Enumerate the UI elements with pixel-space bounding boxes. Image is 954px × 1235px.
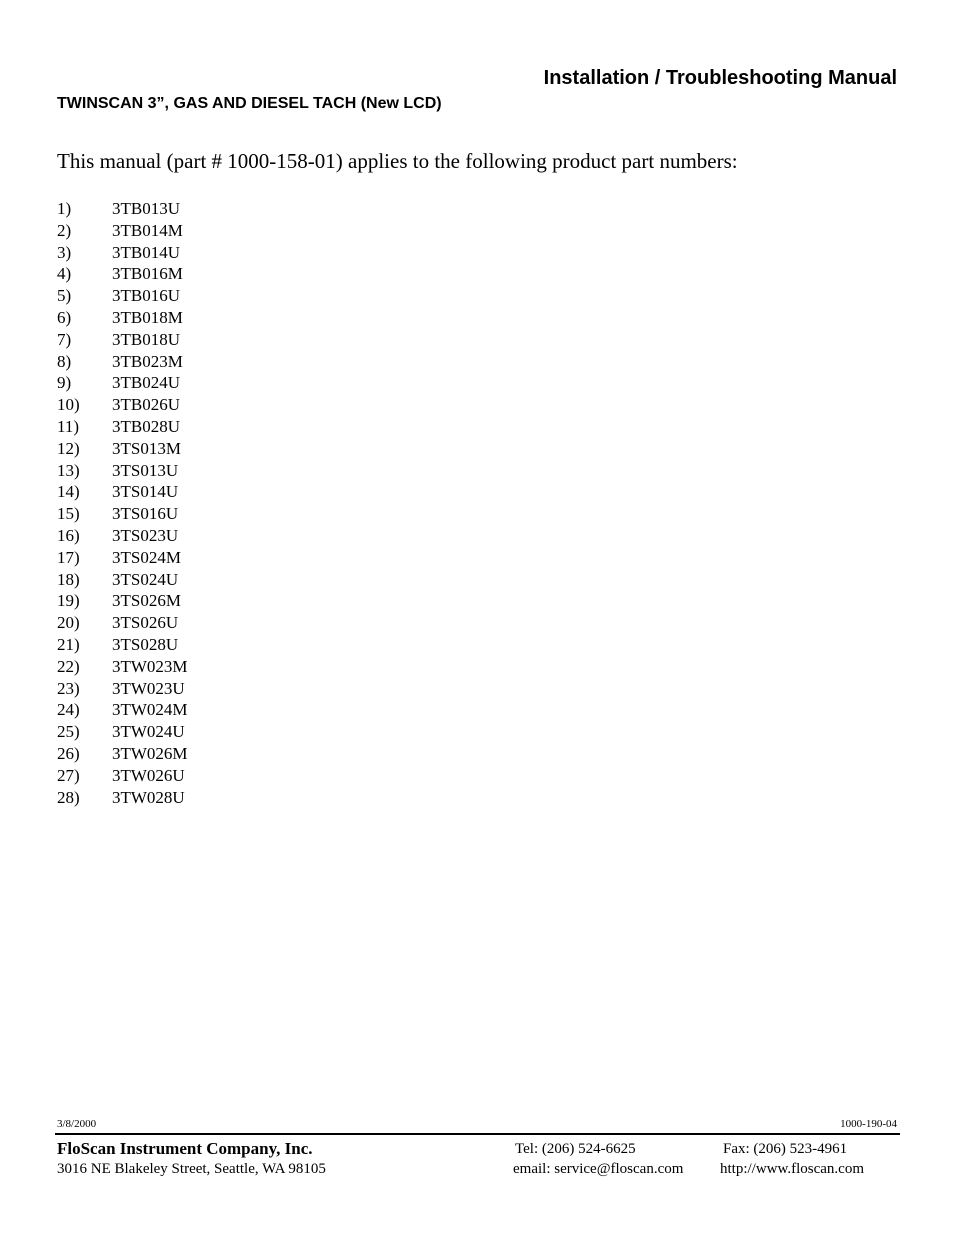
- list-item: [57, 220, 188, 242]
- list-item-number: 25): [57, 722, 80, 742]
- list-item-number: 1): [57, 199, 72, 218]
- part-number: 3TW023M: [112, 656, 188, 676]
- list-item: [57, 743, 188, 765]
- list-item: [57, 787, 188, 809]
- telephone: Tel: (206) 524-6625: [515, 1141, 636, 1157]
- list-item-number: 21): [57, 634, 80, 654]
- list-item-number: 14): [57, 482, 80, 502]
- part-number: 3TW024U: [112, 722, 185, 742]
- part-number: 3TS028U: [112, 634, 179, 654]
- list-item-number: 15): [57, 504, 80, 524]
- email-link[interactable]: email: service@floscan.com: [513, 1161, 684, 1177]
- part-number: 3TS016U: [112, 504, 179, 524]
- list-item: [57, 547, 188, 569]
- part-number: 3TW026M: [112, 743, 188, 763]
- list-item: [57, 329, 188, 351]
- list-item-number: 16): [57, 525, 80, 545]
- list-item: [57, 438, 188, 460]
- list-item: [57, 263, 188, 285]
- list-item-number: 12): [57, 438, 80, 458]
- list-item: [57, 307, 188, 329]
- part-number: 3TW026U: [112, 765, 185, 785]
- list-item: [57, 656, 188, 678]
- part-number: 3TS026U: [112, 613, 179, 633]
- list-item: [57, 285, 188, 307]
- list-item: [57, 765, 188, 787]
- part-number: 3TB026U: [112, 395, 180, 415]
- list-item-number: 17): [57, 547, 80, 567]
- part-number: 3TB024U: [112, 373, 180, 393]
- part-number: 3TS024M: [112, 547, 181, 567]
- part-number: 3TW024M: [112, 700, 188, 720]
- part-number: 3TS013U: [112, 460, 179, 480]
- part-number: 3TS026M: [112, 591, 181, 611]
- list-item-number: 11): [57, 416, 80, 436]
- part-number: 3TB023M: [112, 351, 183, 371]
- part-number: 3TB014M: [112, 220, 183, 240]
- list-item: [57, 372, 188, 394]
- part-number: 3TB014U: [112, 242, 180, 262]
- list-item: [57, 678, 188, 700]
- part-number: 3TB018M: [112, 307, 183, 327]
- list-item: [57, 481, 188, 503]
- part-number: 3TW028U: [112, 787, 185, 807]
- list-item-number: 9): [57, 373, 72, 393]
- part-number-list: [57, 198, 188, 808]
- company-address: 3016 NE Blakeley Street, Seattle, WA 98105: [57, 1161, 326, 1177]
- list-item-number: 10): [57, 395, 80, 415]
- footer-date: 3/8/2000: [57, 1118, 97, 1130]
- fax: Fax: (206) 523-4961: [723, 1141, 848, 1157]
- part-number: 3TS014U: [112, 482, 179, 502]
- list-item: [57, 699, 188, 721]
- footer-doc-number: 1000-190-04: [840, 1118, 897, 1130]
- list-item: [57, 394, 188, 416]
- list-item-number: 5): [57, 286, 72, 306]
- part-number: 3TB028U: [112, 416, 180, 436]
- list-item: [57, 416, 188, 438]
- list-item-number: 8): [57, 351, 72, 371]
- website-link[interactable]: http://www.floscan.com: [720, 1161, 865, 1177]
- part-number: 3TB013U: [112, 199, 180, 218]
- company-name: FloScan Instrument Company, Inc.: [57, 1139, 313, 1158]
- list-item-number: 7): [57, 329, 72, 349]
- list-item: [57, 351, 188, 373]
- list-item: [57, 460, 188, 482]
- list-item-number: 27): [57, 765, 80, 785]
- list-item: [57, 503, 188, 525]
- list-item-number: 24): [57, 700, 80, 720]
- list-item: [57, 525, 188, 547]
- part-number: 3TS023U: [112, 525, 179, 545]
- list-item-number: 26): [57, 743, 80, 763]
- part-number: 3TS024U: [112, 569, 179, 589]
- list-item-number: 28): [57, 787, 80, 807]
- list-item-number: 4): [57, 264, 72, 284]
- list-item-number: 19): [57, 591, 80, 611]
- list-item-number: 18): [57, 569, 80, 589]
- list-item-number: 23): [57, 678, 80, 698]
- list-item: [57, 721, 188, 743]
- list-item-number: 13): [57, 460, 80, 480]
- part-number: 3TS013M: [112, 438, 181, 458]
- list-item-number: 2): [57, 220, 72, 240]
- footer-divider: [55, 1133, 900, 1135]
- document-subtitle: TWINSCAN 3”, GAS AND DIESEL TACH (New LCD): [57, 95, 442, 112]
- document-title: Installation / Troubleshooting Manual: [543, 67, 897, 89]
- list-item: [57, 569, 188, 591]
- list-item: [57, 590, 188, 612]
- part-number: 3TB016U: [112, 286, 180, 306]
- list-item: [57, 242, 188, 264]
- intro-paragraph: This manual (part # 1000-158-01) applies to the following product part numbers:: [57, 149, 738, 173]
- list-item: [57, 198, 188, 220]
- list-item-number: 22): [57, 656, 80, 676]
- list-item-number: 3): [57, 242, 72, 262]
- part-number: 3TB018U: [112, 329, 180, 349]
- list-item-number: 6): [57, 307, 72, 327]
- list-item: [57, 612, 188, 634]
- list-item-number: 20): [57, 613, 80, 633]
- part-number: 3TB016M: [112, 264, 183, 284]
- list-item: [57, 634, 188, 656]
- part-number: 3TW023U: [112, 678, 185, 698]
